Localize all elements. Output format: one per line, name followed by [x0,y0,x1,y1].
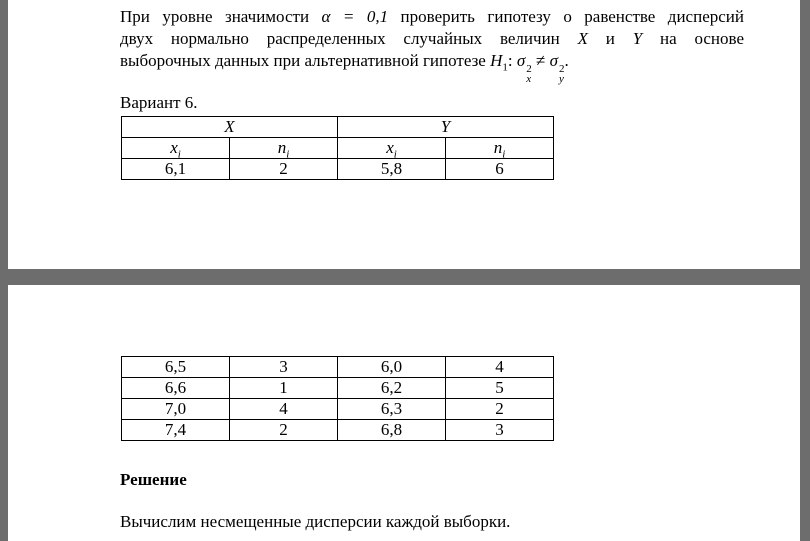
var-x: X [577,29,588,48]
table-cell: 5 [446,378,554,399]
problem-line-1 [120,6,744,28]
table-row [122,378,554,399]
table-row [122,420,554,441]
hypothesis-index: 1 [502,61,508,74]
table-cell: 6,1 [122,159,230,180]
col-header [338,138,446,159]
sub: y [558,73,564,85]
table-group-header-row [122,117,554,138]
table-cell: 6,6 [122,378,230,399]
table-cell: 6 [446,159,554,180]
sub: i [502,148,506,161]
text: и [587,29,633,48]
col-header [446,138,554,159]
solution-heading: Решение [120,470,187,489]
table-cell: 6,2 [338,378,446,399]
sigma-x: σ [516,51,526,70]
text: на основе [642,29,744,48]
table-cell: 1 [230,378,338,399]
table-column-header-row [122,138,554,159]
sub: i [393,148,397,161]
base: n [493,138,503,157]
base: n [277,138,287,157]
var-y: Y [632,29,643,48]
problem-line-3 [120,50,744,84]
text: . [564,51,569,70]
hypothesis-symbol: H [490,51,503,70]
problem-line-2 [120,28,744,50]
table-cell: 6,8 [338,420,446,441]
table-cell: 3 [230,357,338,378]
text: двух нормально распределенных случайных величин [120,29,578,48]
variant-label: Вариант 6. [120,93,198,112]
table-cell: 4 [230,399,338,420]
alpha-value: α = 0,1 [321,7,389,26]
sub: x [526,73,532,85]
data-table-part-1 [121,116,554,180]
col-header [122,138,230,159]
group-header-x: X [122,117,338,138]
table-cell: 2 [230,159,338,180]
text: : [507,51,517,70]
problem-statement [120,6,744,84]
text: проверить гипотезу о равенстве дисперсий [388,7,744,26]
base: x [386,138,394,157]
group-header-y: Y [338,117,554,138]
sup: 2 [526,63,532,75]
sub: i [177,148,181,161]
solution-text: Вычислим несмещенные дисперсии каждой выборки. [120,512,511,531]
text: выборочных данных при альтернативной гипотезе [120,51,491,70]
table-cell: 7,0 [122,399,230,420]
col-header [230,138,338,159]
neq-sign: ≠ [531,51,550,70]
data-table-part-2 [121,356,554,441]
table-row [122,159,554,180]
table-cell: 2 [230,420,338,441]
table-cell: 5,8 [338,159,446,180]
table-cell: 4 [446,357,554,378]
table-row [122,399,554,420]
table-cell: 6,5 [122,357,230,378]
sigma-y: σ [549,51,558,70]
table-cell: 2 [446,399,554,420]
document-page-2 [8,285,800,541]
document-page-1 [8,0,800,269]
text: При уровне значимости [120,7,322,26]
table-row [122,357,554,378]
base: x [170,138,178,157]
table-cell: 6,3 [338,399,446,420]
table-cell: 3 [446,420,554,441]
table-cell: 6,0 [338,357,446,378]
sub: i [286,148,290,161]
sup: 2 [558,63,565,75]
table-cell: 7,4 [122,420,230,441]
